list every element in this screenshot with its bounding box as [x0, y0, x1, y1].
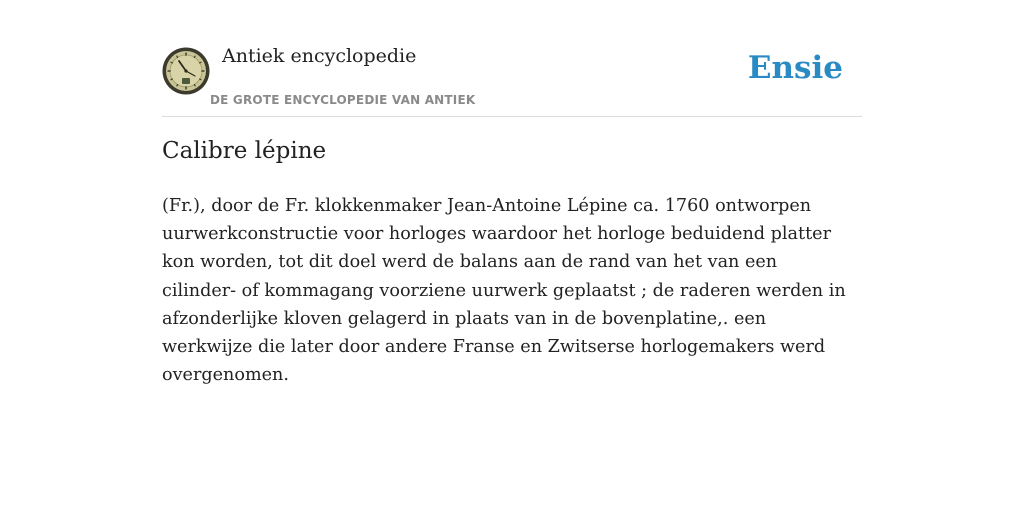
site-header — [162, 40, 862, 117]
site-title-link[interactable]: Antiek encyclopedie — [222, 45, 417, 67]
article-body: (Fr.), door de Fr. klokkenmaker Jean-Antoine Lépine ca. 1760 ontworpen uurwerkconstructie voor horloges waardoor het horloge beduidend platter kon worden, tot dit doel werd de balans aan de rand van het van een cilinder- of kommagang voorziene uurwerk geplaatst ; de raderen werden in afzonderlijke kloven gelagerd in plaats van in de bovenplatine,. een werkwijze die later door andere Franse en Zwitserse horlogemakers werd overgenomen. — [162, 196, 846, 386]
ensie-brand-logo[interactable]: Ensie — [747, 50, 843, 86]
antique-clock-logo-icon[interactable] — [162, 47, 210, 95]
site-subtitle: DE GROTE ENCYCLOPEDIE VAN ANTIEK — [210, 93, 476, 107]
article-title: Calibre lépine — [162, 138, 327, 164]
